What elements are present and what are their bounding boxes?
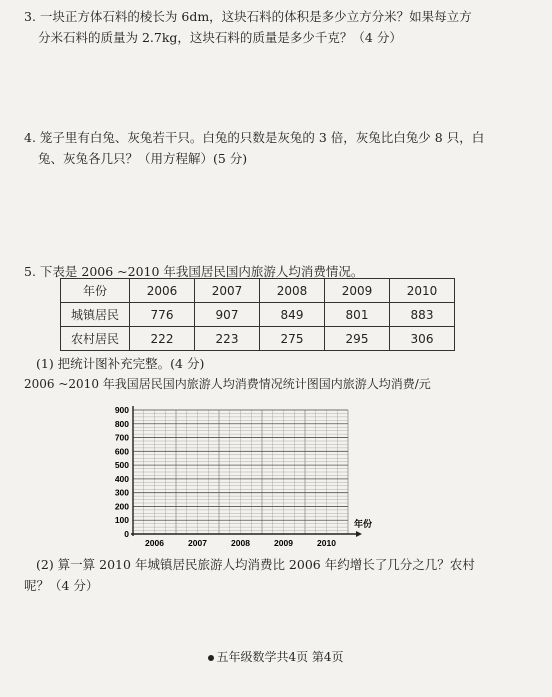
- table-cell: 306: [390, 327, 455, 351]
- question-4-line2: 兔、灰兔各几只？（用方程解）(5 分): [38, 151, 248, 166]
- chart-axes: [131, 406, 362, 537]
- table-header-row: [61, 279, 455, 303]
- question-5-part2-line2: 呢？（4 分）: [24, 578, 99, 593]
- question-4: [24, 127, 534, 169]
- y-tick-label: 600: [114, 446, 129, 457]
- table-year: 2006: [130, 279, 195, 303]
- question-5-part2-line1: (2) 算一算 2010 年城镇居民旅游人均消费比 2006 年约增长了几分之几？农村: [36, 557, 475, 572]
- y-tick-label: 400: [114, 473, 129, 484]
- table-cell: 883: [390, 303, 455, 327]
- footer-text: 五年级数学共4页 第4页: [216, 650, 344, 664]
- table-cell: 222: [130, 327, 195, 351]
- x-axis-arrow-icon: [356, 531, 362, 537]
- chart-title: 2006 ~2010 年我国居民国内旅游人均消费情况统计图国内旅游人均消费/元: [24, 377, 431, 391]
- question-3-line2: 分米石料的质量为 2.7kg，这块石料的质量是多少千克？（4 分）: [38, 30, 402, 45]
- table-row-rural: [61, 327, 455, 351]
- y-tick-label: 900: [114, 405, 129, 415]
- table-row-urban: [61, 303, 455, 327]
- y-tick-label: 500: [114, 460, 129, 471]
- y-tick-label: 100: [114, 515, 129, 526]
- consumption-table: [60, 278, 455, 351]
- table-cell: 275: [260, 327, 325, 351]
- question-5-part2: [24, 554, 536, 596]
- table-year: 2010: [390, 279, 455, 303]
- y-tick-label: 700: [114, 432, 129, 443]
- x-tick-label: 2006: [145, 538, 164, 548]
- table-header-label: 年份: [61, 279, 130, 303]
- table-cell: 223: [195, 327, 260, 351]
- question-3: [24, 6, 534, 48]
- table-cell: 801: [325, 303, 390, 327]
- chart-x-axis-label: 年份: [354, 519, 373, 529]
- chart-y-ticks: [115, 405, 129, 539]
- table-year: 2007: [195, 279, 260, 303]
- line-chart: [100, 400, 400, 552]
- table-year: 2008: [260, 279, 325, 303]
- question-4-line1: 4. 笼子里有白兔、灰兔若干只。白兔的只数是灰兔的 3 倍，灰兔比白兔少 8 只，白: [24, 130, 485, 145]
- x-tick-label: 2008: [231, 538, 250, 548]
- row-label-urban: 城镇居民: [61, 303, 130, 327]
- table-cell: 776: [130, 303, 195, 327]
- row-label-rural: 农村居民: [61, 327, 130, 351]
- x-tick-label: 2010: [317, 538, 336, 548]
- table-cell: 295: [325, 327, 390, 351]
- page-footer: [0, 648, 552, 665]
- question-5-part1: (1) 把统计图补充完整。(4 分): [36, 356, 205, 371]
- y-tick-label: 200: [114, 501, 129, 512]
- table-year: 2009: [325, 279, 390, 303]
- y-tick-label: 0: [124, 529, 129, 539]
- x-tick-label: 2007: [188, 538, 207, 548]
- y-tick-label: 300: [114, 487, 129, 498]
- footer-bullet-icon: [208, 655, 214, 661]
- x-tick-label: 2009: [274, 538, 293, 548]
- table-cell: 907: [195, 303, 260, 327]
- question-5-intro: 5. 下表是 2006 ~2010 年我国居民国内旅游人均消费情况。: [24, 264, 364, 279]
- table-cell: 849: [260, 303, 325, 327]
- y-tick-label: 800: [114, 418, 129, 429]
- question-3-line1: 3. 一块正方体石料的棱长为 6dm，这块石料的体积是多少立方分米？如果每立方: [24, 9, 472, 24]
- chart-x-ticks: [145, 538, 336, 548]
- chart-minor-grid: [133, 410, 348, 534]
